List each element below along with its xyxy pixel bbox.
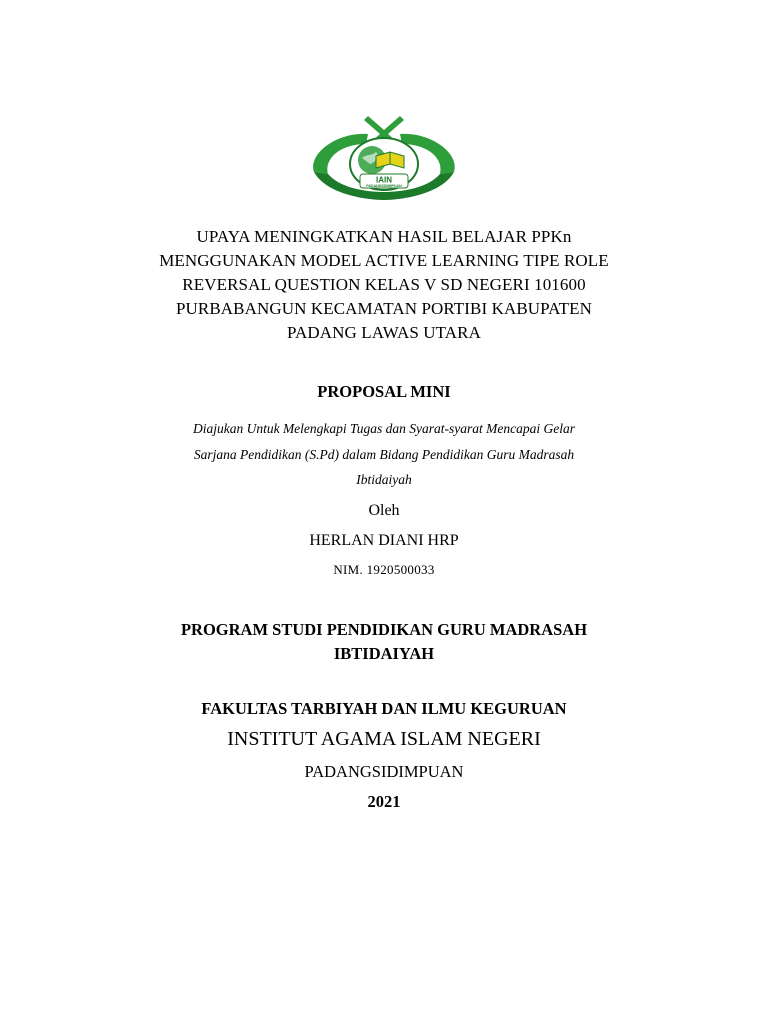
study-program bbox=[0, 618, 768, 666]
document-type: PROPOSAL MINI bbox=[317, 382, 451, 401]
submission-line: Sarjana Pendidikan (S.Pd) dalam Bidang Pendidikan Guru Madrasah bbox=[193, 446, 575, 462]
institute-name: INSTITUT AGAMA ISLAM NEGERI bbox=[227, 728, 541, 750]
title-line: PADANG LAWAS UTARA bbox=[287, 323, 481, 342]
iain-logo bbox=[306, 114, 462, 204]
by-label: Oleh bbox=[368, 502, 400, 519]
logo-subtext: PADANGSIDIMPUAN bbox=[366, 184, 402, 189]
faculty-name: FAKULTAS TARBIYAH DAN ILMU KEGURUAN bbox=[201, 699, 567, 718]
title-line: UPAYA MENINGKATKAN HASIL BELAJAR PPKn bbox=[196, 227, 572, 246]
program-line: PROGRAM STUDI PENDIDIKAN GURU MADRASAH bbox=[180, 620, 588, 639]
city-name: PADANGSIDIMPUAN bbox=[304, 762, 464, 781]
submission-line: Diajukan Untuk Melengkapi Tugas dan Syarat-syarat Mencapai Gelar bbox=[192, 421, 576, 436]
title-line: MENGGUNAKAN MODEL ACTIVE LEARNING TIPE ROLE bbox=[159, 251, 609, 270]
title-line: PURBABANGUN KECAMATAN PORTIBI KABUPATEN bbox=[175, 299, 593, 318]
submission-statement bbox=[0, 416, 768, 493]
student-id: NIM. 1920500033 bbox=[333, 562, 435, 577]
year: 2021 bbox=[367, 792, 401, 811]
logo-text: IAIN bbox=[376, 175, 392, 185]
title-line: REVERSAL QUESTION KELAS V SD NEGERI 101600 bbox=[182, 275, 586, 294]
submission-line: Ibtidaiyah bbox=[356, 472, 412, 487]
thesis-title bbox=[0, 225, 768, 345]
program-line: IBTIDAIYAH bbox=[333, 644, 435, 663]
author-name: HERLAN DIANI HRP bbox=[309, 532, 459, 549]
